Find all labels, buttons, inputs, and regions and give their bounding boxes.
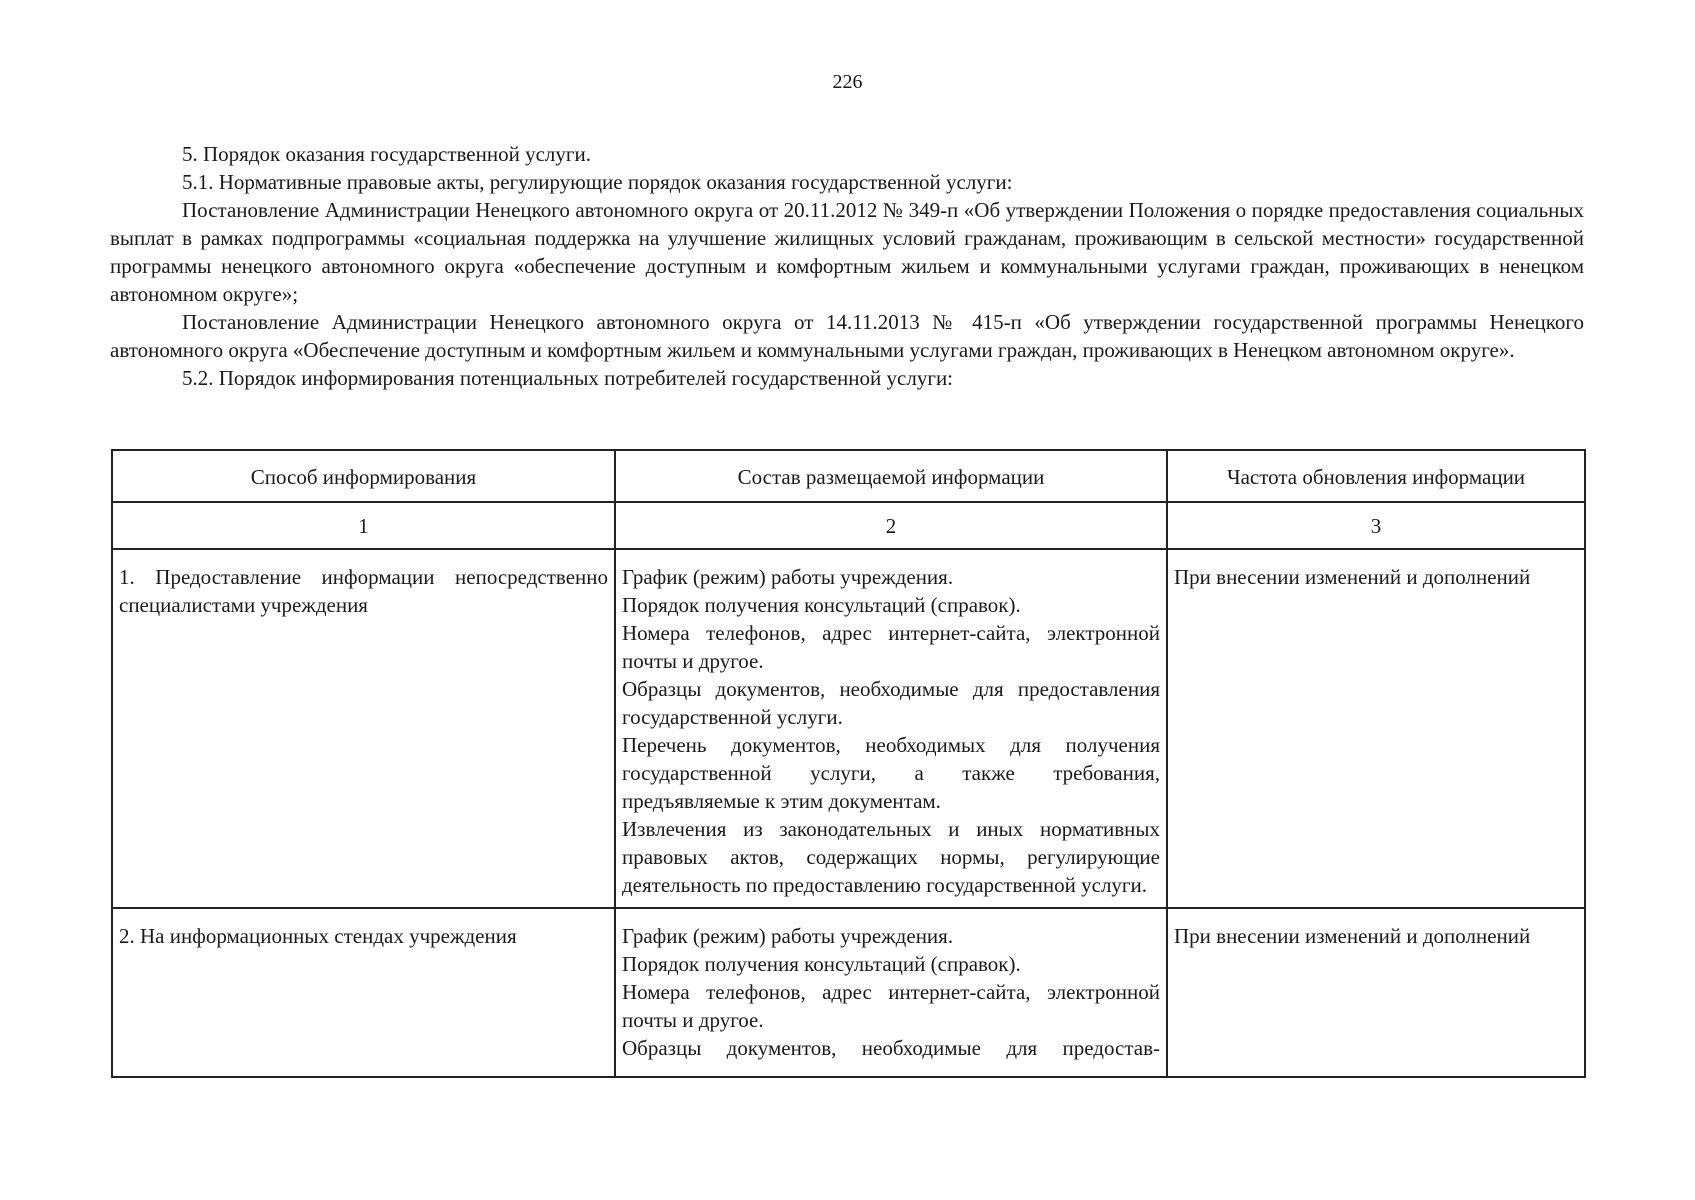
legal-act-paragraph: Постановление Администрации Ненецкого автономного округа от 14.11.2013 № 415-п «Об утверждении государственной программы Ненецкого автономного округа «Обеспечение доступным и комфортным жильем и коммунальными услугами граждан, проживающих в Ненецком автономном округе». (110, 310, 1584, 362)
subsection-heading: 5.2. Порядок информирования потенциальных потребителей государственной услуги: (182, 366, 954, 390)
page-number: 226 (832, 71, 863, 93)
content-item: Номера телефонов, адрес интернет-сайта, электронной почты и другое. (622, 980, 1160, 1032)
column-header: Частота обновления информации (1167, 450, 1585, 502)
content-item: Образцы документов, необходимые для предоставления государственной услуги. (622, 677, 1160, 729)
frequency-text: При внесении изменений и дополнений (1174, 924, 1531, 948)
content-item: Образцы документов, необходимые для предостав- (622, 1036, 1160, 1060)
column-header: Состав размещаемой информации (615, 450, 1167, 502)
method-cell (112, 908, 615, 1077)
table-header-row (112, 450, 1585, 502)
content-item: Порядок получения консультаций (справок). (622, 593, 1021, 617)
content-item: Извлечения из законодательных и иных нормативных правовых актов, содержащих нормы, регулирующие деятельность по предоставлению государственной услуги. (622, 817, 1160, 897)
column-number: 3 (1167, 502, 1585, 549)
method-text: 2. На информационных стендах учреждения (119, 924, 517, 948)
section-heading: 5. Порядок оказания государственной услуги. (182, 142, 591, 166)
column-header: Способ информирования (112, 450, 615, 502)
table-row (112, 549, 1585, 908)
frequency-cell (1167, 908, 1585, 1077)
method-text: 1. Предоставление информации непосредственно специалистами учреждения (119, 565, 608, 617)
method-cell (112, 549, 615, 908)
column-number-row (112, 502, 1585, 549)
content-item: Номера телефонов, адрес интернет-сайта, электронной почты и другое. (622, 621, 1160, 673)
content-item: График (режим) работы учреждения. (622, 924, 954, 948)
document-text (110, 140, 1584, 392)
content-item: Порядок получения консультаций (справок). (622, 952, 1021, 976)
content-item: Перечень документов, необходимых для получения государственной услуги, а также требования, предъявляемые к этим документам. (622, 733, 1160, 813)
information-table (111, 449, 1586, 1078)
column-number: 2 (615, 502, 1167, 549)
subsection-heading: 5.1. Нормативные правовые акты, регулирующие порядок оказания государственной услуги: (182, 170, 1013, 194)
frequency-cell (1167, 549, 1585, 908)
content-cell (615, 908, 1167, 1077)
frequency-text: При внесении изменений и дополнений (1174, 565, 1531, 589)
column-number: 1 (112, 502, 615, 549)
content-cell (615, 549, 1167, 908)
legal-act-paragraph: Постановление Администрации Ненецкого автономного округа от 20.11.2012 № 349-п «Об утверждении Положения о порядке предоставления социальных выплат в рамках подпрограммы «социальная поддержка на улучшение жилищных условий гражданам, проживающим в сельской местности» государственной программы ненецкого автономного округа «обеспечение доступным и комфортным жильем и коммунальными услугами граждан, проживающих в ненецком автономном округе»; (110, 198, 1584, 306)
table-row (112, 908, 1585, 1077)
content-item: График (режим) работы учреждения. (622, 565, 954, 589)
